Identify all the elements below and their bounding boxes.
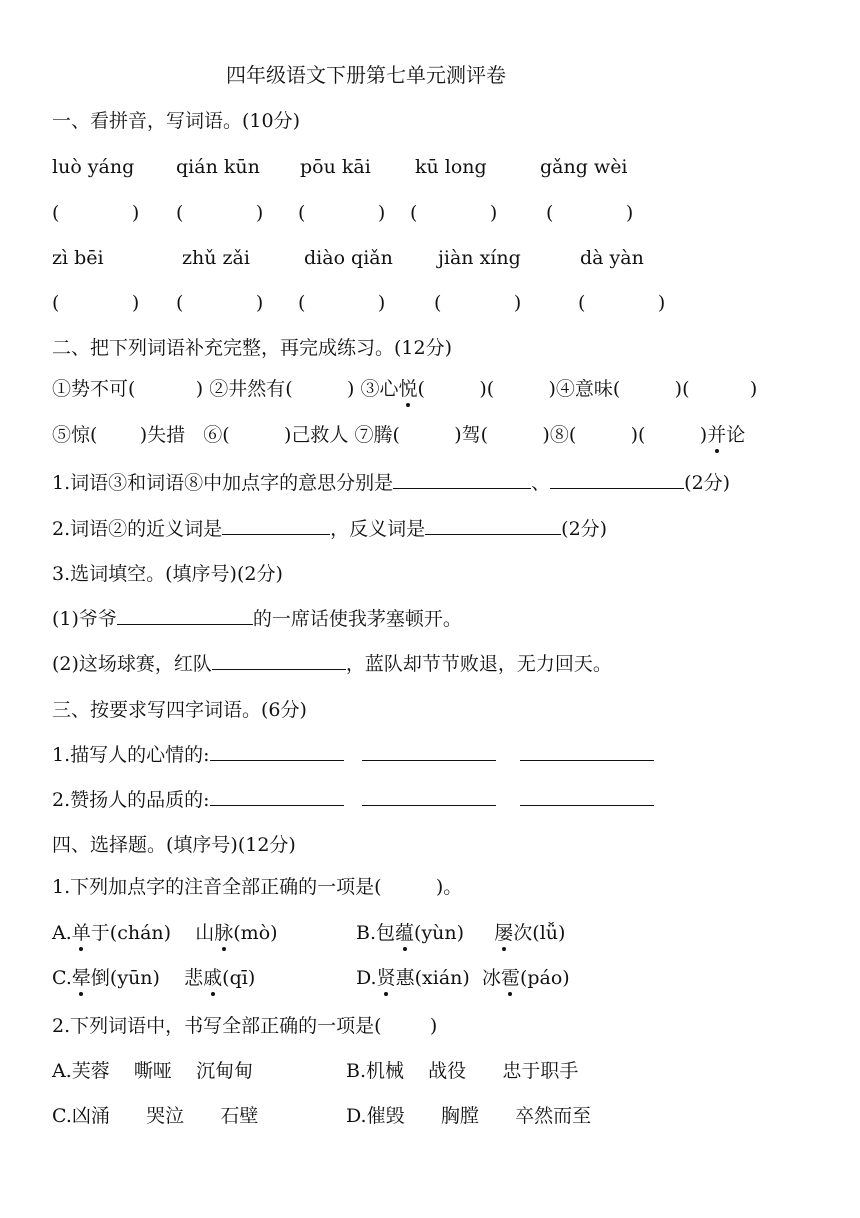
idiom-3-4: ( )( )④意味( )( ) bbox=[417, 378, 758, 400]
option-4-1-c[interactable] bbox=[52, 965, 255, 991]
option-text: 次(lǚ) bbox=[513, 922, 566, 944]
option-4-1-a[interactable] bbox=[52, 920, 278, 946]
idiom-5: ⑤惊( )失措 bbox=[52, 424, 186, 446]
answer-paren-6[interactable]: ( ) bbox=[52, 292, 140, 314]
answer-blank[interactable] bbox=[425, 516, 561, 535]
option-text: 倒(yūn) bbox=[90, 967, 160, 989]
answer-blank[interactable] bbox=[210, 787, 344, 806]
idiom-8-end: 论 bbox=[726, 424, 746, 446]
idiom-row-1[interactable] bbox=[52, 376, 757, 402]
option-text: (páo) bbox=[519, 967, 570, 989]
option-4-2-d[interactable]: D.催毁 胸膛 卒然而至 bbox=[346, 1105, 592, 1127]
idiom-row-2[interactable] bbox=[52, 422, 745, 448]
pinyin-7: zhǔ zǎi bbox=[182, 247, 250, 269]
answer-blank[interactable] bbox=[222, 516, 330, 535]
answer-paren-3[interactable]: ( ) bbox=[298, 202, 386, 224]
answer-blank[interactable] bbox=[210, 742, 344, 761]
option-text: 悲 bbox=[184, 967, 204, 989]
dotted-char: 蕴 bbox=[395, 922, 415, 944]
answer-paren-7[interactable]: ( ) bbox=[176, 292, 264, 314]
question-text: ，蓝队却节节败退，无力回天。 bbox=[345, 653, 612, 675]
answer-paren-1[interactable]: ( ) bbox=[52, 202, 140, 224]
answer-paren-4[interactable]: ( ) bbox=[410, 202, 498, 224]
question-2-3: 3.选词填空。(填序号)(2分) bbox=[52, 563, 283, 585]
answer-blank[interactable] bbox=[520, 742, 654, 761]
pinyin-3: pōu kāi bbox=[300, 156, 371, 178]
pinyin-8: diào qiǎn bbox=[304, 247, 393, 269]
option-text: B.包 bbox=[356, 922, 396, 944]
option-4-2-a[interactable]: A.芙蓉 嘶哑 沉甸甸 bbox=[52, 1060, 254, 1082]
answer-blank[interactable] bbox=[520, 787, 654, 806]
answer-blank[interactable] bbox=[117, 606, 253, 625]
page-title: 四年级语文下册第七单元测评卷 bbox=[226, 63, 506, 87]
idiom-7-8: ⑦腾( )驾( )⑧( )( ) bbox=[354, 424, 708, 446]
question-3-2 bbox=[52, 787, 654, 813]
question-text: ，反义词是 bbox=[330, 518, 426, 540]
question-text: (2)这场球赛，红队 bbox=[52, 653, 212, 675]
dotted-char: 悦 bbox=[398, 378, 418, 400]
option-letter: C. bbox=[52, 967, 72, 989]
score: (2分) bbox=[684, 472, 731, 494]
option-4-2-c[interactable]: C.凶涌 哭泣 石壁 bbox=[52, 1105, 259, 1127]
question-text: 的一席话使我茅塞顿开。 bbox=[252, 608, 462, 630]
option-text: 山 bbox=[195, 922, 215, 944]
pinyin-2: qián kūn bbox=[176, 156, 260, 178]
section-2-heading: 二、把下列词语补充完整，再完成练习。(12分) bbox=[52, 337, 453, 359]
option-text: (qī) bbox=[222, 967, 256, 989]
question-4-2: 2.下列词语中，书写全部正确的一项是( ) bbox=[52, 1015, 438, 1037]
answer-paren-8[interactable]: ( ) bbox=[298, 292, 386, 314]
option-letter: D. bbox=[356, 967, 377, 989]
answer-blank[interactable] bbox=[362, 742, 496, 761]
idiom-3: ③心 bbox=[360, 378, 399, 400]
dotted-char: 戚 bbox=[203, 967, 223, 989]
dotted-char: 单 bbox=[71, 922, 91, 944]
pinyin-10: dà yàn bbox=[580, 247, 644, 269]
dotted-char: 晕 bbox=[71, 967, 91, 989]
option-text: (yùn) bbox=[414, 922, 465, 944]
idiom-1: ①势不可( ) bbox=[52, 378, 204, 400]
question-2-3-2 bbox=[52, 651, 612, 677]
section-4-heading: 四、选择题。(填序号)(12分) bbox=[52, 834, 296, 856]
answer-blank[interactable] bbox=[362, 787, 496, 806]
answer-paren-2[interactable]: ( ) bbox=[176, 202, 264, 224]
dotted-char: 并 bbox=[707, 424, 727, 446]
question-2-3-1 bbox=[52, 606, 462, 632]
option-4-2-b[interactable]: B.机械 战役 忠于职手 bbox=[346, 1060, 579, 1082]
question-text: 2.赞扬人的品质的: bbox=[52, 789, 210, 811]
answer-blank[interactable] bbox=[212, 651, 346, 670]
answer-paren-9[interactable]: ( ) bbox=[434, 292, 522, 314]
option-text: 于(chán) bbox=[90, 922, 172, 944]
option-4-1-d[interactable] bbox=[356, 965, 570, 991]
pinyin-9: jiàn xíng bbox=[438, 247, 521, 269]
question-4-1: 1.下列加点字的注音全部正确的一项是( )。 bbox=[52, 876, 463, 898]
option-letter: A. bbox=[52, 922, 72, 944]
dotted-char: 雹 bbox=[500, 967, 520, 989]
question-2-2 bbox=[52, 516, 607, 542]
question-text: 1.词语③和词语⑧中加点字的意思分别是 bbox=[52, 472, 394, 494]
score: (2分) bbox=[561, 518, 608, 540]
pinyin-4: kū long bbox=[415, 156, 487, 178]
dotted-char: 屡 bbox=[494, 922, 514, 944]
question-2-1 bbox=[52, 470, 730, 496]
pinyin-6: zì bēi bbox=[52, 247, 104, 269]
question-3-1 bbox=[52, 742, 654, 768]
option-text: (mò) bbox=[233, 922, 278, 944]
dotted-char: 脉 bbox=[214, 922, 234, 944]
section-1-heading: 一、看拼音，写词语。(10分) bbox=[52, 110, 301, 132]
answer-blank[interactable] bbox=[393, 470, 531, 489]
answer-paren-10[interactable]: ( ) bbox=[578, 292, 666, 314]
answer-paren-5[interactable]: ( ) bbox=[546, 202, 634, 224]
option-4-1-b[interactable] bbox=[356, 920, 565, 946]
idiom-6: ⑥( )己救人 bbox=[203, 424, 349, 446]
option-text: 惠(xián) bbox=[395, 967, 470, 989]
dotted-char: 贤 bbox=[376, 967, 396, 989]
pinyin-5: gǎng wèi bbox=[540, 156, 628, 178]
separator: 、 bbox=[531, 472, 551, 494]
pinyin-1: luò yáng bbox=[52, 156, 135, 178]
section-3-heading: 三、按要求写四字词语。(6分) bbox=[52, 699, 307, 721]
idiom-2: ②井然有( ) bbox=[209, 378, 355, 400]
option-text: 冰 bbox=[481, 967, 501, 989]
question-text: 1.描写人的心情的: bbox=[52, 744, 210, 766]
question-text: (1)爷爷 bbox=[52, 608, 117, 630]
question-text: 2.词语②的近义词是 bbox=[52, 518, 223, 540]
answer-blank[interactable] bbox=[550, 470, 684, 489]
